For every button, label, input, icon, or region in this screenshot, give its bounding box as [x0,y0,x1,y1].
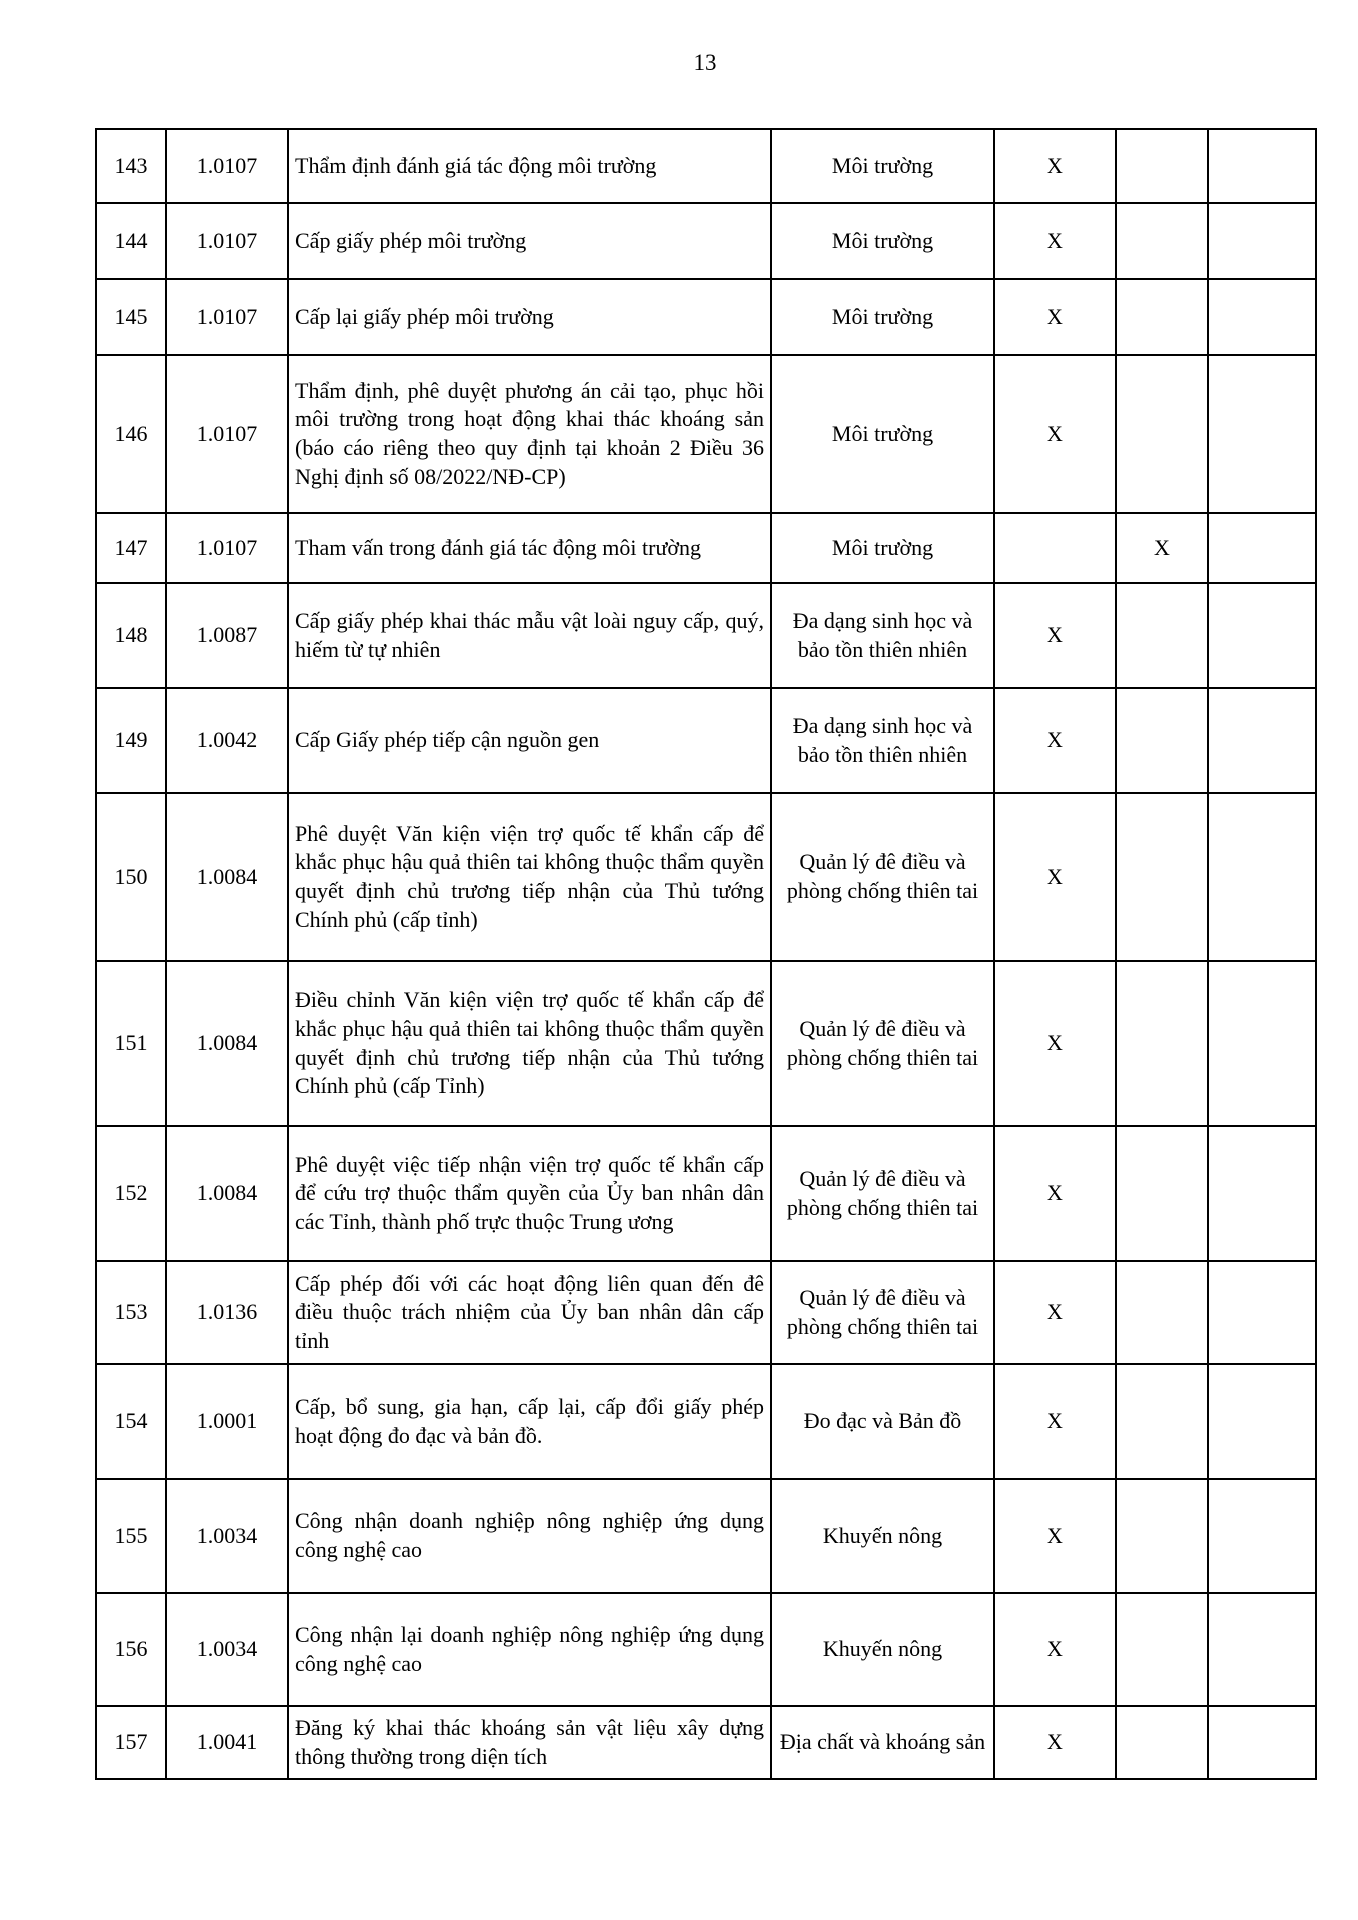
mark-cell-2 [1116,1261,1208,1364]
mark-cell-1 [994,513,1116,583]
mark-cell-1: X [994,1479,1116,1593]
mark-cell-2 [1116,129,1208,203]
mark-cell-3 [1208,355,1316,513]
mark-cell-3 [1208,1364,1316,1479]
mark-cell-3 [1208,583,1316,688]
procedure-name-cell: Phê duyệt việc tiếp nhận viện trợ quốc tế khẩn cấp để cứu trợ thuộc thẩm quyền của Ủy ban nhân dân các Tỉnh, thành phố trực thuộc Trung ương [288,1126,771,1261]
procedure-code-cell: 1.0084 [166,793,288,961]
procedure-code-cell: 1.0041 [166,1706,288,1779]
field-cell: Quản lý đê điều và phòng chống thiên tai [771,1261,994,1364]
page-number: 13 [693,50,717,75]
row-number-cell: 144 [96,203,166,279]
field-cell: Quản lý đê điều và phòng chống thiên tai [771,1126,994,1261]
field-cell: Đa dạng sinh học và bảo tồn thiên nhiên [771,688,994,793]
table-row [96,1261,1316,1364]
mark-cell-2: X [1116,513,1208,583]
mark-cell-3 [1208,203,1316,279]
procedure-code-cell: 1.0107 [166,279,288,355]
procedure-name-cell: Cấp Giấy phép tiếp cận nguồn gen [288,688,771,793]
procedure-code-cell: 1.0084 [166,961,288,1126]
procedure-name-cell: Công nhận lại doanh nghiệp nông nghiệp ứng dụng công nghệ cao [288,1593,771,1706]
table-row [96,793,1316,961]
mark-cell-3 [1208,1593,1316,1706]
mark-cell-2 [1116,355,1208,513]
row-number-cell: 156 [96,1593,166,1706]
field-cell: Khuyến nông [771,1479,994,1593]
mark-cell-3 [1208,1479,1316,1593]
mark-cell-1: X [994,279,1116,355]
row-number-cell: 157 [96,1706,166,1779]
row-number-cell: 154 [96,1364,166,1479]
mark-cell-3 [1208,513,1316,583]
row-number-cell: 143 [96,129,166,203]
mark-cell-1: X [994,583,1116,688]
row-number-cell: 148 [96,583,166,688]
row-number-cell: 155 [96,1479,166,1593]
mark-cell-3 [1208,793,1316,961]
mark-cell-1: X [994,203,1116,279]
procedure-code-cell: 1.0084 [166,1126,288,1261]
table-row [96,961,1316,1126]
table-row [96,203,1316,279]
procedure-name-cell: Thẩm định, phê duyệt phương án cải tạo, phục hồi môi trường trong hoạt động khai thác khoáng sản (báo cáo riêng theo quy định tại khoản 2 Điều 36 Nghị định số 08/2022/NĐ-CP) [288,355,771,513]
mark-cell-1: X [994,793,1116,961]
row-number-cell: 149 [96,688,166,793]
table-row [96,1593,1316,1706]
field-cell: Khuyến nông [771,1593,994,1706]
mark-cell-2 [1116,961,1208,1126]
mark-cell-1: X [994,129,1116,203]
field-cell: Môi trường [771,203,994,279]
table-row [96,129,1316,203]
row-number-cell: 146 [96,355,166,513]
procedure-code-cell: 1.0136 [166,1261,288,1364]
field-cell: Địa chất và khoáng sản [771,1706,994,1779]
table-row [96,355,1316,513]
document-table [95,128,1317,1780]
table-row [96,583,1316,688]
procedure-name-cell: Cấp, bổ sung, gia hạn, cấp lại, cấp đổi giấy phép hoạt động đo đạc và bản đồ. [288,1364,771,1479]
table-row [96,1126,1316,1261]
field-cell: Môi trường [771,129,994,203]
mark-cell-3 [1208,961,1316,1126]
row-number-cell: 145 [96,279,166,355]
procedure-code-cell: 1.0034 [166,1479,288,1593]
procedure-name-cell: Công nhận doanh nghiệp nông nghiệp ứng dụng công nghệ cao [288,1479,771,1593]
mark-cell-1: X [994,961,1116,1126]
mark-cell-1: X [994,688,1116,793]
row-number-cell: 150 [96,793,166,961]
table-row [96,279,1316,355]
mark-cell-1: X [994,355,1116,513]
procedure-name-cell: Phê duyệt Văn kiện viện trợ quốc tế khẩn cấp để khắc phục hậu quả thiên tai không thuộc thẩm quyền quyết định chủ trương tiếp nhận của Thủ tướng Chính phủ (cấp tỉnh) [288,793,771,961]
mark-cell-3 [1208,1261,1316,1364]
row-number-cell: 151 [96,961,166,1126]
mark-cell-1: X [994,1706,1116,1779]
procedure-name-cell: Điều chỉnh Văn kiện viện trợ quốc tế khẩn cấp để khắc phục hậu quả thiên tai không thuộc thẩm quyền quyết định chủ trương tiếp nhận của Thủ tướng Chính phủ (cấp Tỉnh) [288,961,771,1126]
field-cell: Môi trường [771,513,994,583]
procedure-name-cell: Cấp giấy phép môi trường [288,203,771,279]
row-number-cell: 147 [96,513,166,583]
procedure-name-cell: Thẩm định đánh giá tác động môi trường [288,129,771,203]
mark-cell-2 [1116,793,1208,961]
mark-cell-2 [1116,1364,1208,1479]
procedure-code-cell: 1.0107 [166,203,288,279]
field-cell: Đo đạc và Bản đồ [771,1364,994,1479]
table-row [96,1706,1316,1779]
mark-cell-2 [1116,583,1208,688]
mark-cell-2 [1116,279,1208,355]
procedure-name-cell: Cấp lại giấy phép môi trường [288,279,771,355]
table-row [96,513,1316,583]
field-cell: Môi trường [771,355,994,513]
mark-cell-2 [1116,1126,1208,1261]
mark-cell-3 [1208,688,1316,793]
procedure-code-cell: 1.0107 [166,513,288,583]
field-cell: Quản lý đê điều và phòng chống thiên tai [771,793,994,961]
table-row [96,1479,1316,1593]
mark-cell-3 [1208,1706,1316,1779]
procedure-name-cell: Cấp giấy phép khai thác mẫu vật loài nguy cấp, quý, hiếm từ tự nhiên [288,583,771,688]
row-number-cell: 152 [96,1126,166,1261]
mark-cell-1: X [994,1593,1116,1706]
mark-cell-2 [1116,1479,1208,1593]
mark-cell-1: X [994,1126,1116,1261]
mark-cell-2 [1116,1706,1208,1779]
procedure-code-cell: 1.0001 [166,1364,288,1479]
mark-cell-2 [1116,688,1208,793]
mark-cell-2 [1116,1593,1208,1706]
field-cell: Quản lý đê điều và phòng chống thiên tai [771,961,994,1126]
field-cell: Đa dạng sinh học và bảo tồn thiên nhiên [771,583,994,688]
procedure-name-cell: Đăng ký khai thác khoáng sản vật liệu xây dựng thông thường trong diện tích [288,1706,771,1779]
procedure-code-cell: 1.0107 [166,129,288,203]
procedure-name-cell: Tham vấn trong đánh giá tác động môi trường [288,513,771,583]
mark-cell-3 [1208,129,1316,203]
mark-cell-2 [1116,203,1208,279]
procedure-code-cell: 1.0034 [166,1593,288,1706]
procedure-code-cell: 1.0107 [166,355,288,513]
mark-cell-3 [1208,1126,1316,1261]
procedure-code-cell: 1.0087 [166,583,288,688]
procedure-code-cell: 1.0042 [166,688,288,793]
mark-cell-1: X [994,1261,1116,1364]
field-cell: Môi trường [771,279,994,355]
table-row [96,1364,1316,1479]
procedure-name-cell: Cấp phép đối với các hoạt động liên quan đến đê điều thuộc trách nhiệm của Ủy ban nhân dân cấp tỉnh [288,1261,771,1364]
row-number-cell: 153 [96,1261,166,1364]
mark-cell-1: X [994,1364,1116,1479]
mark-cell-3 [1208,279,1316,355]
table-row [96,688,1316,793]
